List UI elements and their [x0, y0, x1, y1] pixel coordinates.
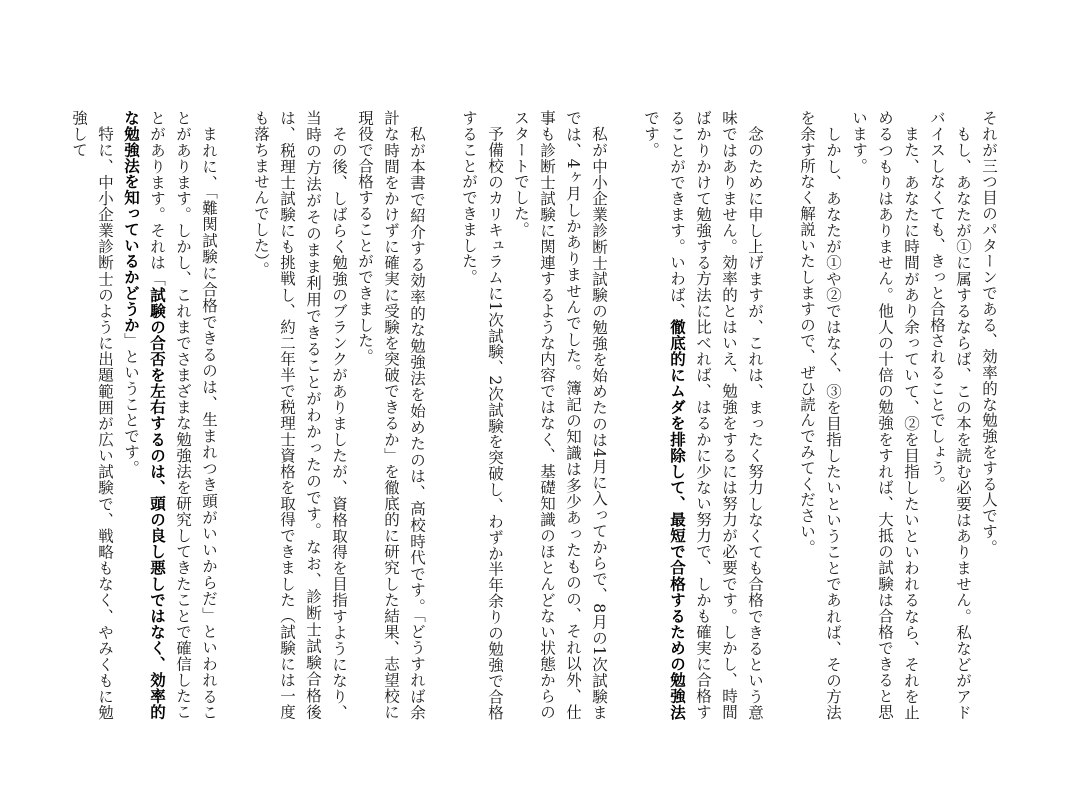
body-text: もし、あなたが①に属するならば、この本を読む必要はありません。私などがアドバイスしなくても、きっと合格されることでしょう。 [928, 110, 972, 720]
body-text: 予備校のカリキュラムに1次試験、2次試験を突破し、わずか半年余りの勉強で合格することができました。 [460, 110, 504, 720]
paragraph-p11 [66, 110, 118, 720]
body-text: まれに、「難関試験に合格できるのは、生まれつき頭がいいからだ」といわれることがあります。しかし、これまでさまざまな勉強法を研究してきたことで確信したことがあります。それは「 [148, 110, 218, 720]
paragraph-p1 [976, 110, 1002, 720]
paragraph-p4 [794, 110, 846, 720]
body-text: 特に、中小企業診断士のように出題範囲が広い試験で、戦略もなく、やみくもに勉強して [70, 110, 114, 720]
body-text: 念のために申し上げますが、これは、まったく努力しなくても合格できるという意味ではありません。効率的とはいえ、勉強をするには努力が必要です。しかし、時間ばかりかけて勉強する方法に比べれば、はるかに少ない努力で、しかも確実に合格することができます。いわば、 [668, 110, 764, 720]
emphasis-text: 徹底的にムダを排除して、最短で合格するための勉強法 [668, 318, 686, 721]
paragraph-p3 [846, 110, 924, 720]
body-text: それが三つ目のパターンである、効率的な勉強をする人です。 [980, 110, 998, 556]
paragraph-p9 [248, 110, 352, 720]
paragraph-gap [430, 110, 456, 720]
paragraph-p5 [638, 110, 768, 720]
body-text: 」ということです。 [122, 332, 140, 476]
paragraph-p7 [456, 110, 508, 720]
body-text: 私が本書で紹介する効率的な勉強法を始めたのは、高校時代です。「どうすれば余計な時間をかけずに確実に受験を突破できるか」を徹底的に研究した結果、志望校に現役で合格することができました。 [356, 110, 426, 720]
body-text: 私が中小企業診断士試験の勉強を始めたのは4月に入ってからで、8月の1次試験までは、4ヶ月しかありませんでした。簿記の知識は多少あったものの、それ以外、仕事も診断士試験に関連するような内容ではなく、基礎知識のほとんどない状態からのスタートでした。 [512, 110, 608, 720]
body-text: です。 [642, 110, 660, 158]
body-text: その後、しばらく勉強のブランクがありましたが、資格取得を目指すようになり、当時の方法がそのまま利用できることがわかったのです。なお、診断士試験合格後は、税理士試験にも挑戦し、約二年半で税理士資格を取得できました（試験には一度も落ちませんでした）。 [252, 110, 348, 720]
paragraph-p6 [508, 110, 612, 720]
paragraph-p2 [924, 110, 976, 720]
paragraph-gap [222, 110, 248, 720]
paragraph-gap [612, 110, 638, 720]
paragraph-p8 [352, 110, 430, 720]
paragraph-gap [768, 110, 794, 720]
body-text: また、あなたに時間があり余っていて、②を目指したいといわれるなら、それを止めるつもりはありません。他人の十倍の勉強をすれば、大抵の試験は合格できると思います。 [850, 110, 920, 720]
emphasis-text: 試験の合否を左右するのは、頭の良し悪しではなく、効率的な勉強法を知っているかどうか [122, 110, 166, 720]
paragraph-p10 [118, 110, 222, 720]
body-text: しかし、あなたが①や②ではなく、③を目指したいということであれば、その方法を余す所なく解説いたしますので、ぜひ読んでみてください。 [798, 110, 842, 720]
vertical-text-body [66, 110, 1002, 720]
